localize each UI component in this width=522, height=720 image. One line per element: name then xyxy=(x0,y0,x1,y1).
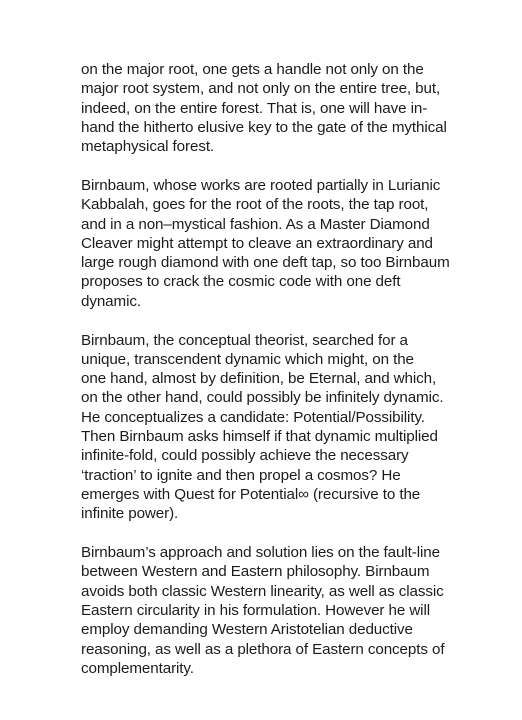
text-line: Birnbaum, whose works are rooted partially in Lurianic xyxy=(81,176,441,194)
text-line: Birnbaum’s approach and solution lies on the fault-line xyxy=(81,544,440,562)
text-line: reasoning, as well as a plethora of Eastern concepts of xyxy=(81,640,445,658)
text-line: infinite power). xyxy=(81,505,179,523)
text-line: Eastern circularity in his formulation. However he will xyxy=(81,601,431,619)
text-line: emerges with Quest for Potential∞ (recursive to the xyxy=(81,485,421,503)
text-line: Then Birnbaum asks himself if that dynamic multiplied xyxy=(81,428,438,446)
text-line: employ demanding Western Aristotelian deductive xyxy=(81,621,413,639)
text-line: unique, transcendent dynamic which might, on the xyxy=(81,350,414,368)
text-line: indeed, on the entire forest. That is, one will have in- xyxy=(81,99,428,117)
paragraph-2 xyxy=(81,176,461,311)
text-line: dynamic. xyxy=(81,292,141,310)
text-line: Birnbaum, the conceptual theorist, searched for a xyxy=(81,331,408,349)
text-line: between Western and Eastern philosophy. Birnbaum xyxy=(81,563,430,581)
text-line: metaphysical forest. xyxy=(81,138,215,156)
paragraph-3 xyxy=(81,331,461,524)
text-line: infinite-fold, could possibly achieve the necessary xyxy=(81,447,409,465)
text-line: on the other hand, could possibly be infinitely dynamic. xyxy=(81,389,444,407)
text-line: He conceptualizes a candidate: Potential/Possibility. xyxy=(81,408,425,426)
text-line: complementarity. xyxy=(81,659,194,677)
text-line: ‘traction’ to ignite and then propel a cosmos? He xyxy=(81,466,401,484)
text-line: avoids both classic Western linearity, as well as classic xyxy=(81,582,444,600)
text-line: major root system, and not only on the entire tree, but, xyxy=(81,80,441,98)
text-line: proposes to crack the cosmic code with one deft xyxy=(81,273,401,291)
text-line: Kabbalah, goes for the root of the roots, the tap root, xyxy=(81,196,429,214)
text-line: on the major root, one gets a handle not only on the xyxy=(81,61,424,78)
text-line: hand the hitherto elusive key to the gate of the mythical xyxy=(81,118,447,136)
paragraph-4 xyxy=(81,543,461,678)
text-line: and in a non–mystical fashion. As a Master Diamond xyxy=(81,215,430,233)
paragraph-1 xyxy=(81,60,461,156)
text-line: Cleaver might attempt to cleave an extraordinary and xyxy=(81,234,433,252)
body-text xyxy=(81,60,461,698)
text-line: one hand, almost by definition, be Eternal, and which, xyxy=(81,370,437,388)
text-line: large rough diamond with one deft tap, so too Birnbaum xyxy=(81,254,450,272)
